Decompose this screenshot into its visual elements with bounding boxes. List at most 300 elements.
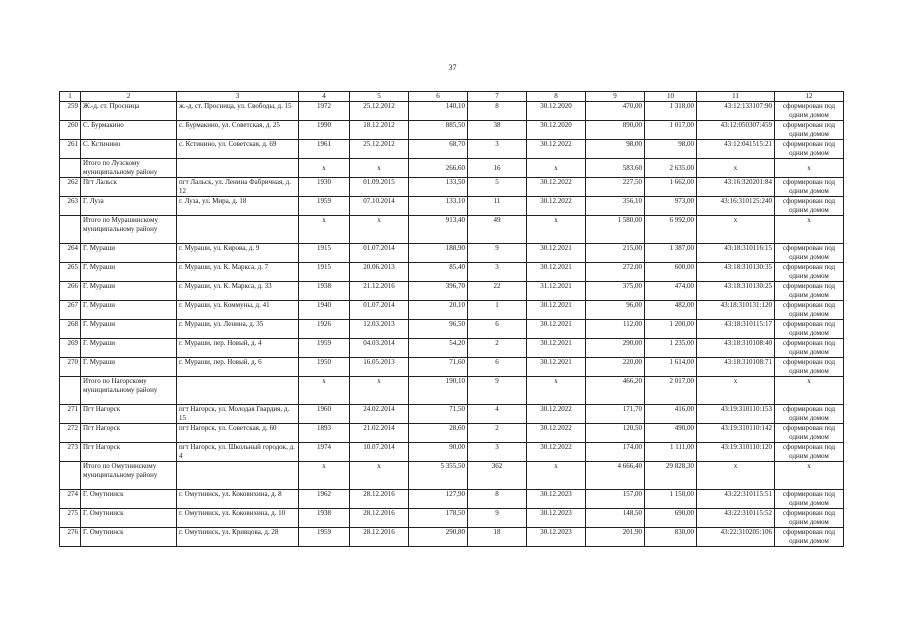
subtotal-recognition-date-cell: х [350, 216, 409, 244]
settlement-name-cell: Г. Мураши [81, 263, 177, 282]
row-number-cell: 269 [60, 339, 81, 358]
column-number: 10 [645, 92, 697, 102]
land-status-cell: сформирован под одним домом [775, 424, 844, 443]
cadastral-number-cell: 43:22:310115:52 [697, 509, 775, 528]
residents-count-cell: 6 [468, 320, 527, 339]
land-status-cell: сформирован под одним домом [775, 405, 844, 424]
land-status-cell: сформирован под одним домом [775, 320, 844, 339]
resettlement-area-cell: 120,50 [586, 424, 645, 443]
column-number: 4 [299, 92, 350, 102]
address-cell: г. Мураши, пер. Новый, д. 4 [177, 339, 299, 358]
resettlement-area-cell: 375,00 [586, 282, 645, 301]
column-number: 7 [468, 92, 527, 102]
resettlement-deadline-cell: 30.12.2022 [527, 197, 586, 216]
settlement-name-cell: Г. Мураши [81, 244, 177, 263]
recognition-date-cell: 01.07.2014 [350, 301, 409, 320]
build-year-cell: 1960 [299, 405, 350, 424]
settlement-name-cell: Г. Мураши [81, 358, 177, 377]
build-year-cell: 1938 [299, 509, 350, 528]
subtotal-build-year-cell: х [299, 159, 350, 178]
table-row [60, 301, 844, 320]
subtotal-cadastral-number-cell: х [697, 462, 775, 490]
address-cell: г. Омутнинск, ул. Коковихина, д. 10 [177, 509, 299, 528]
subtotal-land-status-cell: х [775, 462, 844, 490]
row-number-cell: 276 [60, 528, 81, 547]
settlement-name-cell: Ж.-д. ст. Просница [81, 102, 177, 121]
living-area-cell: 178,50 [409, 509, 468, 528]
land-area-cell: 1 235,00 [645, 339, 697, 358]
subtotal-label: Итого по Нагорскому муниципальному району [81, 377, 177, 405]
settlement-name-cell: Г. Мураши [81, 282, 177, 301]
row-number-cell: 273 [60, 443, 81, 462]
residents-count-cell: 9 [468, 509, 527, 528]
table-body [60, 92, 844, 547]
land-status-cell: сформирован под одним домом [775, 102, 844, 121]
address-cell: пгт Нагорск, ул. Молодая Гвардия, д. 15 [177, 405, 299, 424]
address-cell: г. Мураши, ул. К. Маркса, д. 33 [177, 282, 299, 301]
row-number-cell [60, 462, 81, 490]
residents-count-cell: 8 [468, 102, 527, 121]
living-area-cell: 71,60 [409, 358, 468, 377]
row-number-cell: 259 [60, 102, 81, 121]
land-area-cell: 1 111,00 [645, 443, 697, 462]
subtotal-row [60, 216, 844, 244]
resettlement-deadline-cell: 30.12.2023 [527, 490, 586, 509]
resettlement-area-cell: 220,00 [586, 358, 645, 377]
subtotal-resettlement-area-cell: 583,60 [586, 159, 645, 178]
resettlement-deadline-cell: 30.12.2020 [527, 121, 586, 140]
subtotal-resettlement-deadline-cell: х [527, 462, 586, 490]
address-cell: с. Бурмакино, ул. Советская, д. 25 [177, 121, 299, 140]
living-area-cell: 133,50 [409, 178, 468, 197]
cadastral-number-cell: 43:12:133107:90 [697, 102, 775, 121]
residents-count-cell: 3 [468, 140, 527, 159]
resettlement-deadline-cell: 30.12.2023 [527, 509, 586, 528]
subtotal-label: Итого по Лузскому муниципальному району [81, 159, 177, 178]
cadastral-number-cell: 43:19:310110:120 [697, 443, 775, 462]
build-year-cell: 1950 [299, 358, 350, 377]
table-row [60, 490, 844, 509]
living-area-cell: 885,50 [409, 121, 468, 140]
subtotal-land-status-cell: х [775, 159, 844, 178]
land-area-cell: 600,00 [645, 263, 697, 282]
residents-count-cell: 11 [468, 197, 527, 216]
land-area-cell: 474,00 [645, 282, 697, 301]
land-status-cell: сформирован под одним домом [775, 178, 844, 197]
subtotal-land-status-cell: х [775, 377, 844, 405]
recognition-date-cell: 04.03.2014 [350, 339, 409, 358]
build-year-cell: 1962 [299, 490, 350, 509]
row-number-cell: 270 [60, 358, 81, 377]
resettlement-area-cell: 157,00 [586, 490, 645, 509]
resettlement-area-cell: 215,00 [586, 244, 645, 263]
address-cell: г. Омутнинск, ул. Кривцова, д. 28 [177, 528, 299, 547]
residents-count-cell: 38 [468, 121, 527, 140]
recognition-date-cell: 28.12.2016 [350, 528, 409, 547]
recognition-date-cell: 01.09.2015 [350, 178, 409, 197]
table-row [60, 178, 844, 197]
resettlement-area-cell: 96,00 [586, 301, 645, 320]
build-year-cell: 1959 [299, 528, 350, 547]
land-area-cell: 98,00 [645, 140, 697, 159]
cadastral-number-cell: 43:18:310108:40 [697, 339, 775, 358]
settlement-name-cell: Пгт Нагорск [81, 405, 177, 424]
address-cell [177, 216, 299, 244]
row-number-cell: 275 [60, 509, 81, 528]
subtotal-land-status-cell: х [775, 216, 844, 244]
resettlement-area-cell: 112,00 [586, 320, 645, 339]
page-number: 37 [448, 63, 457, 72]
recognition-date-cell: 21.12.2016 [350, 282, 409, 301]
column-number: 8 [527, 92, 586, 102]
subtotal-build-year-cell: х [299, 462, 350, 490]
build-year-cell: 1972 [299, 102, 350, 121]
table-row [60, 244, 844, 263]
recognition-date-cell: 07.10.2014 [350, 197, 409, 216]
residents-count-cell: 1 [468, 301, 527, 320]
table-row [60, 140, 844, 159]
cadastral-number-cell: 43:22:310115:51 [697, 490, 775, 509]
resettlement-deadline-cell: 30.12.2021 [527, 263, 586, 282]
row-number-cell: 263 [60, 197, 81, 216]
living-area-cell: 54,20 [409, 339, 468, 358]
settlement-name-cell: С. Бурмакино [81, 121, 177, 140]
land-area-cell: 830,00 [645, 528, 697, 547]
row-number-cell [60, 216, 81, 244]
address-cell: г. Мураши, ул. Коммуны, д. 41 [177, 301, 299, 320]
living-area-cell: 85,40 [409, 263, 468, 282]
settlement-name-cell: Пгт Нагорск [81, 424, 177, 443]
build-year-cell: 1940 [299, 301, 350, 320]
residents-count-cell: 4 [468, 405, 527, 424]
resettlement-deadline-cell: 30.12.2021 [527, 320, 586, 339]
cadastral-number-cell: 43:19:310110:142 [697, 424, 775, 443]
subtotal-recognition-date-cell: х [350, 377, 409, 405]
subtotal-recognition-date-cell: х [350, 462, 409, 490]
residents-count-cell: 3 [468, 263, 527, 282]
resettlement-area-cell: 290,00 [586, 339, 645, 358]
recognition-date-cell: 25.12.2012 [350, 140, 409, 159]
recognition-date-cell: 10.07.2014 [350, 443, 409, 462]
cadastral-number-cell: 43:18:310131:120 [697, 301, 775, 320]
subtotal-resettlement-deadline-cell: х [527, 159, 586, 178]
row-number-cell: 271 [60, 405, 81, 424]
land-status-cell: сформирован под одним домом [775, 528, 844, 547]
table-row [60, 263, 844, 282]
build-year-cell: 1926 [299, 320, 350, 339]
subtotal-label: Итого по Омутнинскому муниципальному району [81, 462, 177, 490]
resettlement-area-cell: 201,90 [586, 528, 645, 547]
resettlement-deadline-cell: 30.12.2021 [527, 244, 586, 263]
cadastral-number-cell: 43:12:050307:459 [697, 121, 775, 140]
resettlement-deadline-cell: 30.12.2022 [527, 140, 586, 159]
resettlement-deadline-cell: 30.12.2021 [527, 301, 586, 320]
subtotal-living-area-cell: 913,40 [409, 216, 468, 244]
address-cell: г. Мураши, ул. Ленина, д. 35 [177, 320, 299, 339]
address-cell: г. Мураши, ул. К. Маркса, д. 7 [177, 263, 299, 282]
subtotal-cadastral-number-cell: х [697, 159, 775, 178]
cadastral-number-cell: 43:22:310205:106 [697, 528, 775, 547]
column-number: 11 [697, 92, 775, 102]
land-area-cell: 490,00 [645, 424, 697, 443]
recognition-date-cell: 01.07.2014 [350, 244, 409, 263]
row-number-cell: 260 [60, 121, 81, 140]
table-row [60, 282, 844, 301]
build-year-cell: 1990 [299, 121, 350, 140]
cadastral-number-cell: 43:12:041515:21 [697, 140, 775, 159]
resettlement-deadline-cell: 30.12.2023 [527, 528, 586, 547]
row-number-cell: 266 [60, 282, 81, 301]
land-area-cell: 690,00 [645, 509, 697, 528]
subtotal-residents-count-cell: 49 [468, 216, 527, 244]
subtotal-resettlement-deadline-cell: х [527, 377, 586, 405]
column-number: 1 [60, 92, 81, 102]
row-number-cell: 267 [60, 301, 81, 320]
address-cell: с. Кстинино, ул. Советская, д. 69 [177, 140, 299, 159]
subtotal-label: Итого по Мурашинскому муниципальному району [81, 216, 177, 244]
cadastral-number-cell: 43:19:310110:153 [697, 405, 775, 424]
land-area-cell: 1 614,00 [645, 358, 697, 377]
subtotal-land-area-cell: 29 828,30 [645, 462, 697, 490]
living-area-cell: 20,10 [409, 301, 468, 320]
living-area-cell: 290,80 [409, 528, 468, 547]
table-row [60, 197, 844, 216]
land-status-cell: сформирован под одним домом [775, 301, 844, 320]
residents-count-cell: 9 [468, 244, 527, 263]
resettlement-area-cell: 148,50 [586, 509, 645, 528]
row-number-cell [60, 377, 81, 405]
residents-count-cell: 22 [468, 282, 527, 301]
resettlement-area-cell: 356,10 [586, 197, 645, 216]
address-cell: г. Луза, ул. Мира, д. 18 [177, 197, 299, 216]
land-area-cell: 1 318,00 [645, 102, 697, 121]
column-number-row [60, 92, 844, 102]
recognition-date-cell: 28.12.2016 [350, 509, 409, 528]
land-status-cell: сформирован под одним домом [775, 244, 844, 263]
table-row [60, 121, 844, 140]
subtotal-recognition-date-cell: х [350, 159, 409, 178]
table-row [60, 320, 844, 339]
recognition-date-cell: 16.05.2013 [350, 358, 409, 377]
column-number: 5 [350, 92, 409, 102]
land-area-cell: 416,00 [645, 405, 697, 424]
living-area-cell: 396,70 [409, 282, 468, 301]
subtotal-resettlement-area-cell: 4 666,40 [586, 462, 645, 490]
living-area-cell: 140,10 [409, 102, 468, 121]
subtotal-row [60, 462, 844, 490]
build-year-cell: 1974 [299, 443, 350, 462]
recognition-date-cell: 12.03.2013 [350, 320, 409, 339]
row-number-cell [60, 159, 81, 178]
resettlement-deadline-cell: 30.12.2022 [527, 405, 586, 424]
settlement-name-cell: С. Кстинино [81, 140, 177, 159]
land-status-cell: сформирован под одним домом [775, 197, 844, 216]
land-area-cell: 1 200,00 [645, 320, 697, 339]
resettlement-deadline-cell: 30.12.2020 [527, 102, 586, 121]
resettlement-area-cell: 227,50 [586, 178, 645, 197]
settlement-name-cell: Г. Мураши [81, 320, 177, 339]
land-area-cell: 1 017,00 [645, 121, 697, 140]
land-area-cell: 1 662,00 [645, 178, 697, 197]
cadastral-number-cell: 43:18:310116:15 [697, 244, 775, 263]
land-area-cell: 1 387,00 [645, 244, 697, 263]
table-row [60, 509, 844, 528]
land-status-cell: сформирован под одним домом [775, 509, 844, 528]
subtotal-land-area-cell: 2 017,00 [645, 377, 697, 405]
land-status-cell: сформирован под одним домом [775, 282, 844, 301]
build-year-cell: 1959 [299, 339, 350, 358]
recognition-date-cell: 28.12.2016 [350, 490, 409, 509]
table-row [60, 358, 844, 377]
table-row [60, 528, 844, 547]
settlement-name-cell: Г. Омутнинск [81, 509, 177, 528]
recognition-date-cell: 24.02.2014 [350, 405, 409, 424]
address-cell: г. Мураши, пер. Новый, д. 6 [177, 358, 299, 377]
column-number: 12 [775, 92, 844, 102]
residents-count-cell: 8 [468, 490, 527, 509]
settlement-name-cell: Пгт Лальск [81, 178, 177, 197]
build-year-cell: 1961 [299, 140, 350, 159]
subtotal-living-area-cell: 5 355,50 [409, 462, 468, 490]
row-number-cell: 274 [60, 490, 81, 509]
land-status-cell: сформирован под одним домом [775, 358, 844, 377]
row-number-cell: 262 [60, 178, 81, 197]
column-number: 6 [409, 92, 468, 102]
land-area-cell: 482,00 [645, 301, 697, 320]
table-row [60, 405, 844, 424]
resettlement-area-cell: 174,00 [586, 443, 645, 462]
subtotal-cadastral-number-cell: х [697, 216, 775, 244]
land-status-cell: сформирован под одним домом [775, 339, 844, 358]
resettlement-area-cell: 272,00 [586, 263, 645, 282]
resettlement-area-cell: 470,00 [586, 102, 645, 121]
resettlement-deadline-cell: 31.12.2021 [527, 282, 586, 301]
subtotal-living-area-cell: 190,10 [409, 377, 468, 405]
address-cell: пгт Нагорск, ул. Советская, д. 60 [177, 424, 299, 443]
row-number-cell: 268 [60, 320, 81, 339]
resettlement-area-cell: 890,00 [586, 121, 645, 140]
column-number: 2 [81, 92, 177, 102]
settlement-name-cell: Пгт Нагорск [81, 443, 177, 462]
living-area-cell: 71,50 [409, 405, 468, 424]
housing-registry-table [59, 91, 844, 547]
row-number-cell: 272 [60, 424, 81, 443]
subtotal-resettlement-deadline-cell: х [527, 216, 586, 244]
address-cell: пгт Лальск, ул. Ленина Фабричная, д. 12 [177, 178, 299, 197]
living-area-cell: 28,60 [409, 424, 468, 443]
subtotal-residents-count-cell: 362 [468, 462, 527, 490]
recognition-date-cell: 21.02.2014 [350, 424, 409, 443]
row-number-cell: 265 [60, 263, 81, 282]
settlement-name-cell: Г. Омутнинск [81, 490, 177, 509]
land-area-cell: 973,00 [645, 197, 697, 216]
cadastral-number-cell: 43:16:310125:240 [697, 197, 775, 216]
cadastral-number-cell: 43:18:310130:35 [697, 263, 775, 282]
resettlement-area-cell: 171,70 [586, 405, 645, 424]
settlement-name-cell: Г. Мураши [81, 301, 177, 320]
land-status-cell: сформирован под одним домом [775, 121, 844, 140]
residents-count-cell: 2 [468, 424, 527, 443]
residents-count-cell: 5 [468, 178, 527, 197]
address-cell [177, 159, 299, 178]
resettlement-deadline-cell: 30.12.2022 [527, 178, 586, 197]
address-cell [177, 377, 299, 405]
subtotal-row [60, 377, 844, 405]
column-number: 9 [586, 92, 645, 102]
residents-count-cell: 3 [468, 443, 527, 462]
subtotal-resettlement-area-cell: 1 580,00 [586, 216, 645, 244]
living-area-cell: 127,90 [409, 490, 468, 509]
row-number-cell: 264 [60, 244, 81, 263]
residents-count-cell: 6 [468, 358, 527, 377]
address-cell: ж.-д. ст. Просница, ул. Свободы, д. 15 [177, 102, 299, 121]
cadastral-number-cell: 43:18:310115:17 [697, 320, 775, 339]
land-status-cell: сформирован под одним домом [775, 490, 844, 509]
residents-count-cell: 18 [468, 528, 527, 547]
address-cell: г. Омутнинск, ул. Коковихина, д. 8 [177, 490, 299, 509]
table-row [60, 424, 844, 443]
subtotal-land-area-cell: 6 992,00 [645, 216, 697, 244]
resettlement-deadline-cell: 30.12.2021 [527, 339, 586, 358]
build-year-cell: 1930 [299, 178, 350, 197]
table-row [60, 443, 844, 462]
subtotal-row [60, 159, 844, 178]
settlement-name-cell: Г. Луза [81, 197, 177, 216]
subtotal-resettlement-area-cell: 466,20 [586, 377, 645, 405]
subtotal-build-year-cell: х [299, 377, 350, 405]
cadastral-number-cell: 43:18:310108:71 [697, 358, 775, 377]
residents-count-cell: 2 [468, 339, 527, 358]
resettlement-deadline-cell: 30.12.2022 [527, 443, 586, 462]
recognition-date-cell: 20.06.2013 [350, 263, 409, 282]
subtotal-living-area-cell: 266,60 [409, 159, 468, 178]
subtotal-cadastral-number-cell: х [697, 377, 775, 405]
cadastral-number-cell: 43:16:320201:84 [697, 178, 775, 197]
build-year-cell: 1959 [299, 197, 350, 216]
recognition-date-cell: 18.12.2012 [350, 121, 409, 140]
living-area-cell: 68,70 [409, 140, 468, 159]
land-status-cell: сформирован под одним домом [775, 140, 844, 159]
resettlement-deadline-cell: 30.12.2021 [527, 358, 586, 377]
land-area-cell: 1 150,00 [645, 490, 697, 509]
living-area-cell: 96,50 [409, 320, 468, 339]
living-area-cell: 188,90 [409, 244, 468, 263]
living-area-cell: 90,00 [409, 443, 468, 462]
build-year-cell: 1915 [299, 244, 350, 263]
build-year-cell: 1915 [299, 263, 350, 282]
column-number: 3 [177, 92, 299, 102]
settlement-name-cell: Г. Омутнинск [81, 528, 177, 547]
resettlement-area-cell: 98,00 [586, 140, 645, 159]
address-cell [177, 462, 299, 490]
row-number-cell: 261 [60, 140, 81, 159]
settlement-name-cell: Г. Мураши [81, 339, 177, 358]
address-cell: пгт Нагорск, ул. Школьный городок, д. 4 [177, 443, 299, 462]
land-status-cell: сформирован под одним домом [775, 443, 844, 462]
living-area-cell: 133,10 [409, 197, 468, 216]
table-row [60, 102, 844, 121]
subtotal-residents-count-cell: 9 [468, 377, 527, 405]
subtotal-land-area-cell: 2 635,00 [645, 159, 697, 178]
subtotal-residents-count-cell: 16 [468, 159, 527, 178]
resettlement-deadline-cell: 30.12.2022 [527, 424, 586, 443]
build-year-cell: 1893 [299, 424, 350, 443]
subtotal-build-year-cell: х [299, 216, 350, 244]
table-row [60, 339, 844, 358]
build-year-cell: 1938 [299, 282, 350, 301]
land-status-cell: сформирован под одним домом [775, 263, 844, 282]
recognition-date-cell: 25.12.2012 [350, 102, 409, 121]
